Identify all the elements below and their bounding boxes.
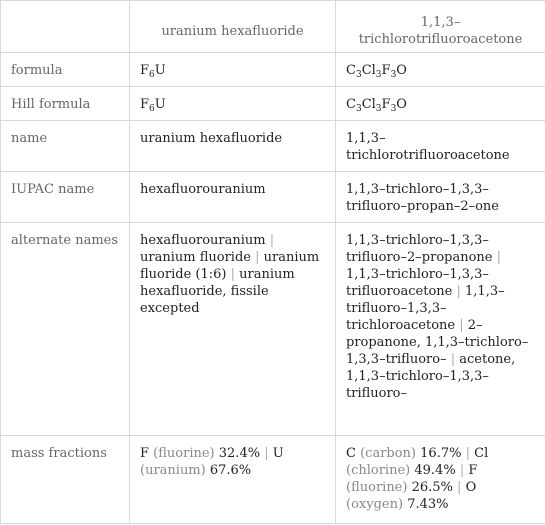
list-separator: | (465, 446, 470, 461)
row-mass-fractions (1, 436, 545, 524)
mass-fraction-value: 32.4% (218, 446, 261, 461)
formula-subscript: 3 (390, 104, 397, 114)
name-uranium-hexafluoride: uranium hexafluoride (130, 121, 336, 172)
formula-trichlorotrifluoroacetone: $C_3Cl_3F_3O$ (336, 53, 545, 87)
row-label-name: name (1, 121, 130, 172)
row-label-mass-fractions: mass fractions (1, 436, 130, 524)
row-label-formula: formula (1, 53, 130, 87)
formula-subscript: 6 (149, 104, 155, 114)
list-separator: | (230, 267, 235, 282)
row-hill-formula (1, 87, 545, 121)
alternate-name: uranium fluoride (140, 250, 251, 265)
mass-fraction-value: 67.6% (209, 463, 252, 478)
column-header-2-label: 1,1,3– trichlorotrifluoroacetone (358, 15, 523, 47)
alternate-name: 1,1,3–trichloro–1,3,3–trifluoroacetone (346, 267, 489, 299)
mass-fraction-value: 49.4% (414, 463, 456, 478)
row-name (1, 121, 545, 172)
formula-subscript: 3 (355, 70, 362, 80)
element-symbol: F (140, 446, 150, 461)
row-label-hill-formula: Hill formula (1, 87, 130, 121)
row-iupac-name (1, 172, 545, 223)
alternate-name: acetone, 1,1,3–trichloro–1,3,3–trifluoro– (346, 352, 516, 401)
list-separator: | (450, 352, 456, 367)
corner-cell (1, 1, 130, 53)
mass-fraction-item (140, 446, 260, 461)
iupac-name-uranium-hexafluoride: hexafluorouranium (130, 172, 336, 223)
alternate-name: uranium hexafluoride, fissile excepted (140, 267, 295, 316)
column-header-uranium-hexafluoride (130, 1, 336, 53)
alternate-name: 1,1,3–trichloro–1,3,3–trifluoro–2–propanone (346, 233, 493, 265)
list-separator: | (456, 284, 461, 299)
list-separator: | (459, 318, 464, 333)
row-formula (1, 53, 545, 87)
element-symbol: F (468, 463, 478, 478)
row-alternate-names (1, 223, 545, 436)
alternate-names-uranium-hexafluoride (130, 223, 336, 436)
element-symbol: U (272, 446, 284, 461)
element-symbol: Cl (474, 446, 489, 461)
list-separator: | (269, 233, 275, 248)
alternate-name: uranium fluoride (1:6) (140, 250, 320, 282)
hill-formula-uranium-hexafluoride: $F_6U$ (130, 87, 336, 121)
row-label-iupac-name: IUPAC name (1, 172, 130, 223)
row-label-alternate-names: alternate names (1, 223, 130, 436)
list-separator: | (457, 480, 462, 495)
element-name: (fluorine) (346, 480, 408, 495)
list-separator: | (496, 250, 502, 265)
element-name: (carbon) (360, 446, 417, 461)
alternate-names-trichlorotrifluoroacetone (336, 223, 545, 436)
list-separator: | (459, 463, 465, 478)
formula-subscript: 6 (149, 70, 155, 80)
element-symbol: C (346, 446, 356, 461)
column-header-1-label: uranium hexafluoride (161, 23, 304, 39)
alternate-name: 1,1,3–trifluoro–1,3,3–trichloroacetone (346, 284, 505, 333)
formula-subscript: 3 (355, 104, 362, 114)
formula-subscript: 3 (375, 70, 382, 80)
element-name: (uranium) (140, 463, 206, 478)
list-separator: | (264, 446, 269, 461)
hill-formula-trichlorotrifluoroacetone: $C_3Cl_3F_3O$ (336, 87, 545, 121)
header-row (1, 1, 545, 53)
mass-fraction-value: 16.7% (420, 446, 462, 461)
element-name: (fluorine) (153, 446, 215, 461)
formula-subscript: 3 (390, 70, 397, 80)
alternate-name: hexafluorouranium (140, 233, 266, 248)
element-symbol: O (465, 480, 477, 495)
mass-fraction-value: 7.43% (407, 497, 449, 512)
name-trichlorotrifluoroacetone: 1,1,3– trichlorotrifluoroacetone (336, 121, 545, 172)
element-name: (chlorine) (346, 463, 411, 478)
iupac-name-trichlorotrifluoroacetone: 1,1,3–trichloro–1,3,3– trifluoro–propan–2–one (336, 172, 545, 223)
mass-fractions-trichlorotrifluoroacetone (336, 436, 545, 524)
alternate-name: 2–propanone, 1,1,3–trichloro–1,3,3–trifluoro– (346, 318, 529, 367)
list-separator: | (255, 250, 260, 265)
mass-fraction-item (346, 446, 461, 461)
mass-fraction-value: 26.5% (411, 480, 453, 495)
element-name: (oxygen) (346, 497, 404, 512)
formula-uranium-hexafluoride: $F_6U$ (130, 53, 336, 87)
column-header-trichlorotrifluoroacetone (336, 1, 545, 53)
formula-subscript: 3 (375, 104, 382, 114)
mass-fractions-uranium-hexafluoride (130, 436, 336, 524)
